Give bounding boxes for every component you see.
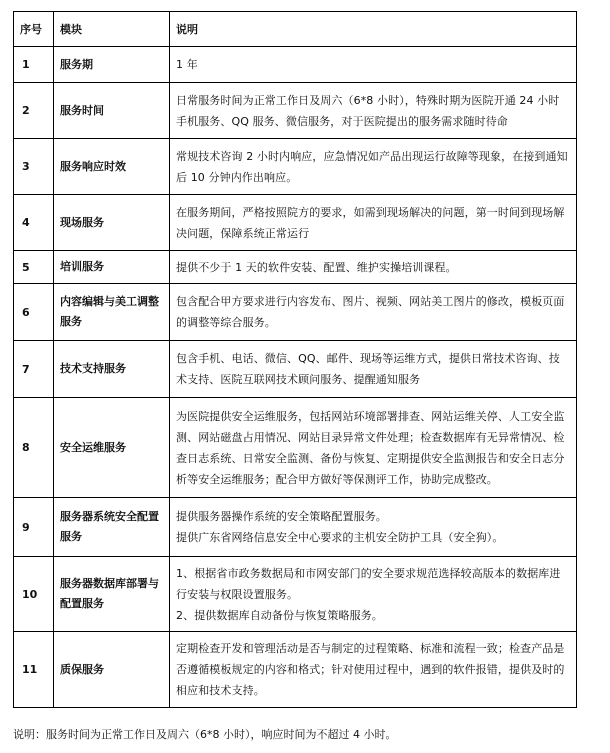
row-desc-group (170, 557, 577, 632)
row-no: 8 (14, 398, 54, 498)
row-module: 培训服务 (54, 251, 170, 284)
row-module: 内容编辑与美工调整服务 (54, 284, 170, 341)
row-desc: 常规技术咨询 2 小时内响应，应急情况如产品出现运行故障等现象，在接到通知后 10 分钟内作出响应。 (170, 139, 577, 195)
row-no: 9 (14, 498, 54, 557)
row-desc: 1、根据省市政务数据局和市网安部门的安全要求规范选择较高版本的数据库进行安装与权限设置服务。 (176, 566, 561, 601)
table-row (14, 139, 577, 195)
row-module: 服务器数据库部署与配置服务 (54, 557, 170, 632)
header-desc: 说明 (170, 12, 577, 47)
row-module: 服务响应时效 (54, 139, 170, 195)
table-row (14, 557, 577, 632)
row-desc-second: 提供广东省网络信息安全中心要求的主机安全防护工具（安全狗）。 (176, 531, 504, 544)
header-module: 模块 (54, 12, 170, 47)
table-row (14, 251, 577, 284)
table-row (14, 498, 577, 557)
table-header-row (14, 12, 577, 47)
header-no: 序号 (14, 12, 54, 47)
table-row (14, 284, 577, 341)
row-module: 服务时间 (54, 83, 170, 139)
row-desc: 日常服务时间为正常工作日及周六（6*8 小时），特殊时期为医院开通 24 小时手机服务、QQ 服务、微信服务，对于医院提出的服务需求随时待命 (170, 83, 577, 139)
row-module: 质保服务 (54, 632, 170, 708)
row-module: 服务器系统安全配置服务 (54, 498, 170, 557)
footnote: 说明：服务时间为正常工作日及周六（6*8 小时），响应时间为不超过 4 小时。 (13, 728, 397, 741)
table-row (14, 398, 577, 498)
row-no: 4 (14, 195, 54, 251)
row-desc: 为医院提供安全运维服务，包括网站环境部署排查、网站运维关停、人工安全监测、网站磁盘占用情况、网站目录异常文件处理；检查数据库有无异常情况、检查日志系统、日常安全监测、备份与恢复、定期提供安全监测报告和安全日志分析等安全运维服务；配合甲方做好等保测评工作，协助完成整改。 (170, 398, 577, 498)
row-desc-group (170, 498, 577, 557)
row-desc: 定期检查开发和管理活动是否与制定的过程策略、标准和流程一致；检查产品是否遵循模板规定的内容和格式；针对使用过程中，遇到的软件报错，提供及时的相应和技术支持。 (170, 632, 577, 708)
row-no: 5 (14, 251, 54, 284)
row-no: 2 (14, 83, 54, 139)
row-desc: 1 年 (170, 47, 577, 83)
table-row (14, 47, 577, 83)
row-no: 7 (14, 341, 54, 398)
table-row (14, 195, 577, 251)
table-row (14, 341, 577, 398)
service-table (13, 11, 577, 708)
row-desc: 提供不少于 1 天的软件安装、配置、维护实操培训课程。 (170, 251, 577, 284)
row-desc: 提供服务器操作系统的安全策略配置服务。 (176, 510, 387, 523)
row-module: 服务期 (54, 47, 170, 83)
row-no: 3 (14, 139, 54, 195)
row-no: 6 (14, 284, 54, 341)
row-no: 10 (14, 557, 54, 632)
row-no: 1 (14, 47, 54, 83)
row-desc: 包含手机、电话、微信、QQ、邮件、现场等运维方式，提供日常技术咨询、技术支持、医院互联网技术顾问服务、提醒通知服务 (170, 341, 577, 398)
row-module: 安全运维服务 (54, 398, 170, 498)
table-row (14, 83, 577, 139)
row-module: 现场服务 (54, 195, 170, 251)
row-desc: 包含配合甲方要求进行内容发布、图片、视频、网站美工图片的修改，模板页面的调整等综合服务。 (170, 284, 577, 341)
row-no: 11 (14, 632, 54, 708)
row-desc-second: 2、提供数据库自动备份与恢复策略服务。 (176, 608, 383, 622)
table-row (14, 632, 577, 708)
row-module: 技术支持服务 (54, 341, 170, 398)
row-desc: 在服务期间，严格按照院方的要求，如需到现场解决的问题，第一时间到现场解决问题，保障系统正常运行 (170, 195, 577, 251)
